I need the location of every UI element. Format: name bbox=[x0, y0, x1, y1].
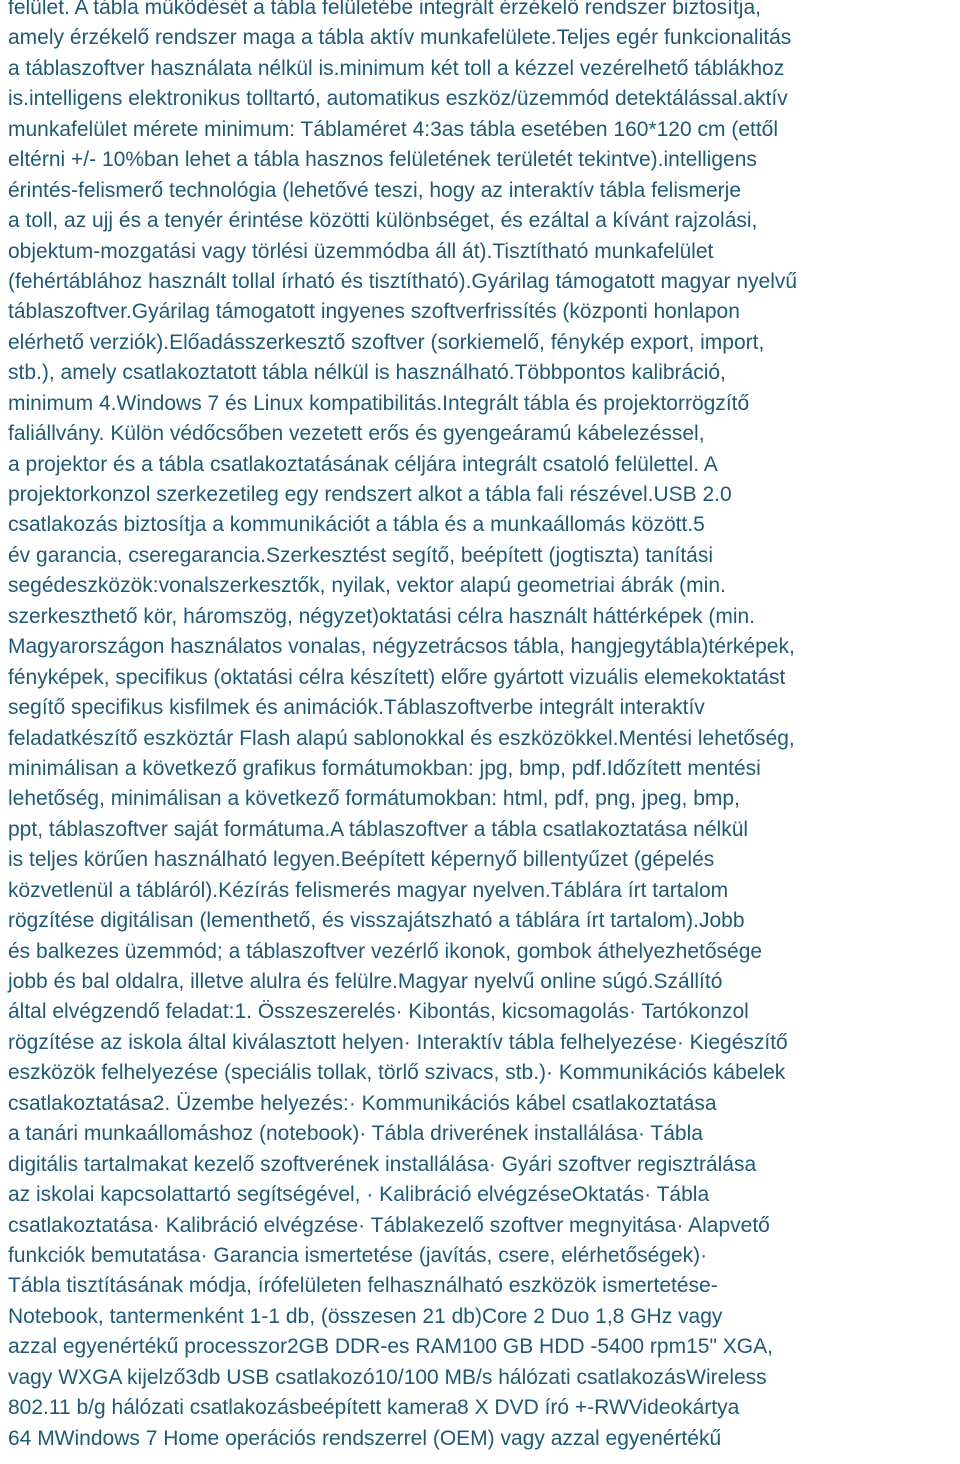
text-line: csatlakozás biztosítja a kommunikációt a tábla és a munkaállomás között.5 bbox=[8, 513, 705, 537]
text-line: ppt, táblaszoftver saját formátuma.A táblaszoftver a tábla csatlakoztatása nélkül bbox=[8, 817, 749, 841]
text-line: (fehértáblához használt tollal írható és tisztítható).Gyárilag támogatott magyar nyelvű bbox=[8, 269, 798, 293]
text-line: fényképek, specifikus (oktatási célra készített) előre gyártott vizuális elemekoktatást bbox=[8, 665, 786, 689]
text-line: szerkeszthető kör, háromszög, négyzet)oktatási célra használt háttérképek (min. bbox=[8, 604, 756, 628]
document-body bbox=[8, 0, 958, 1454]
text-line: Tábla tisztításának módja, írófelületen felhasználható eszközök ismertetése- bbox=[8, 1274, 718, 1298]
text-line: funkciók bemutatása· Garancia ismertetése (javítás, csere, elérhetőségek)· bbox=[8, 1243, 708, 1267]
text-line: a toll, az ujj és a tenyér érintése közötti különbséget, és ezáltal a kívánt rajzolási, bbox=[8, 209, 758, 233]
text-line: digitális tartalmakat kezelő szoftverének installálása· Gyári szoftver regisztrálása bbox=[8, 1152, 757, 1176]
text-line: minimum 4.Windows 7 és Linux kompatibilitás.Integrált tábla és projektorrögzítő bbox=[8, 391, 750, 415]
text-line: Magyarországon használatos vonalas, négyzetrácsos tábla, hangjegytábla)térképek, bbox=[8, 635, 795, 659]
text-line: közvetlenül a tábláról).Kézírás felismerés magyar nyelven.Táblára írt tartalom bbox=[8, 878, 729, 902]
text-line: azzal egyenértékű processzor2GB DDR-es RAM100 GB HDD -5400 rpm15" XGA, bbox=[8, 1335, 773, 1359]
text-line: feladatkészítő eszköztár Flash alapú sablonokkal és eszközökkel.Mentési lehetőség, bbox=[8, 726, 795, 750]
text-line: elérhető verziók).Előadásszerkesztő szoftver (sorkiemelő, fénykép export, import, bbox=[8, 330, 765, 354]
text-line: csatlakoztatása· Kalibráció elvégzése· Táblakezelő szoftver megnyitása· Alapvető bbox=[8, 1213, 770, 1237]
text-line: is.intelligens elektronikus tolltartó, automatikus eszköz/üzemmód detektálással.aktív bbox=[8, 87, 788, 111]
text-line: lehetőség, minimálisan a következő formátumokban: html, pdf, png, jpeg, bmp, bbox=[8, 787, 740, 811]
text-line: segítő specifikus kisfilmek és animációk.Táblaszoftverbe integrált interaktív bbox=[8, 696, 705, 720]
text-line: a tanári munkaállomáshoz (notebook)· Tábla driverének installálása· Tábla bbox=[8, 1122, 703, 1146]
text-line: csatlakoztatása2. Üzembe helyezés:· Kommunikációs kábel csatlakoztatása bbox=[8, 1091, 717, 1115]
text-line: eszközök felhelyezése (speciális tollak, törlő szivacs, stb.)· Kommunikációs kábelek bbox=[8, 1061, 786, 1085]
text-line: amely érzékelő rendszer maga a tábla aktív munkafelülete.Teljes egér funkcionalitás bbox=[8, 26, 792, 50]
text-line: felület. A tábla működését a tábla felületébe integrált érzékelő rendszer biztosítja, bbox=[8, 0, 761, 19]
text-line: által elvégzendő feladat:1. Összeszerelés· Kibontás, kicsomagolás· Tartókonzol bbox=[8, 1000, 749, 1024]
text-line: rögzítése digitálisan (lementhető, és visszajátszható a táblára írt tartalom).Jobb bbox=[8, 909, 745, 933]
text-line: objektum-mozgatási vagy törlési üzemmódba áll át).Tisztítható munkafelület bbox=[8, 239, 714, 263]
text-line: projektorkonzol szerkezetileg egy rendszert alkot a tábla fali részével.USB 2.0 bbox=[8, 483, 732, 506]
text-line: jobb és bal oldalra, illetve alulra és felülre.Magyar nyelvű online súgó.Szállító bbox=[8, 970, 723, 993]
text-line: eltérni +/- 10%ban lehet a tábla hasznos felületének területét tekintve).intelligens bbox=[8, 148, 757, 172]
text-line: táblaszoftver.Gyárilag támogatott ingyenes szoftverfrissítés (központi honlapon bbox=[8, 300, 740, 324]
text-line: rögzítése az iskola által kiválasztott helyen· Interaktív tábla felhelyezése· Kiegészítő bbox=[8, 1030, 788, 1054]
text-line: év garancia, cseregarancia.Szerkesztést segítő, beépített (jogtiszta) tanítási bbox=[8, 543, 714, 567]
text-line: segédeszközök:vonalszerkesztők, nyilak, vektor alapú geometriai ábrák (min. bbox=[8, 574, 726, 598]
text-line: munkafelület mérete minimum: Táblaméret 4:3as tábla esetében 160*120 cm (ettől bbox=[8, 117, 779, 141]
text-line: is teljes körűen használható legyen.Beépített képernyő billentyűzet (gépelés bbox=[8, 848, 715, 872]
text-line: 64 MWindows 7 Home operációs rendszerrel (OEM) vagy azzal egyenértékű bbox=[8, 1426, 722, 1450]
text-line: érintés-felismerő technológia (lehetővé teszi, hogy az interaktív tábla felismerje bbox=[8, 178, 742, 202]
text-line: az iskolai kapcsolattartó segítségével, · Kalibráció elvégzéseOktatás· Tábla bbox=[8, 1183, 710, 1207]
text-line: a projektor és a tábla csatlakoztatásának céljára integrált csatoló felülettel. A bbox=[8, 452, 718, 476]
text-line: stb.), amely csatlakoztatott tábla nélkül is használható.Többpontos kalibráció, bbox=[8, 361, 726, 385]
text-line: 802.11 b/g hálózati csatlakozásbeépített kamera8 X DVD író +-RWVideokártya bbox=[8, 1396, 740, 1420]
text-line: és balkezes üzemmód; a táblaszoftver vezérlő ikonok, gombok áthelyezhetősége bbox=[8, 939, 763, 963]
text-line: Notebook, tantermenként 1-1 db, (összesen 21 db)Core 2 Duo 1,8 GHz vagy bbox=[8, 1304, 723, 1328]
text-line: faliállvány. Külön védőcsőben vezetett erős és gyengeáramú kábelezéssel, bbox=[8, 422, 705, 446]
text-line: a táblaszoftver használata nélkül is.minimum két toll a kézzel vezérelhető táblákhoz bbox=[8, 56, 785, 80]
text-line: vagy WXGA kijelző3db USB csatlakozó10/100 MB/s hálózati csatlakozásWireless bbox=[8, 1365, 767, 1389]
text-line: minimálisan a következő grafikus formátumokban: jpg, bmp, pdf.Időzített mentési bbox=[8, 756, 761, 780]
